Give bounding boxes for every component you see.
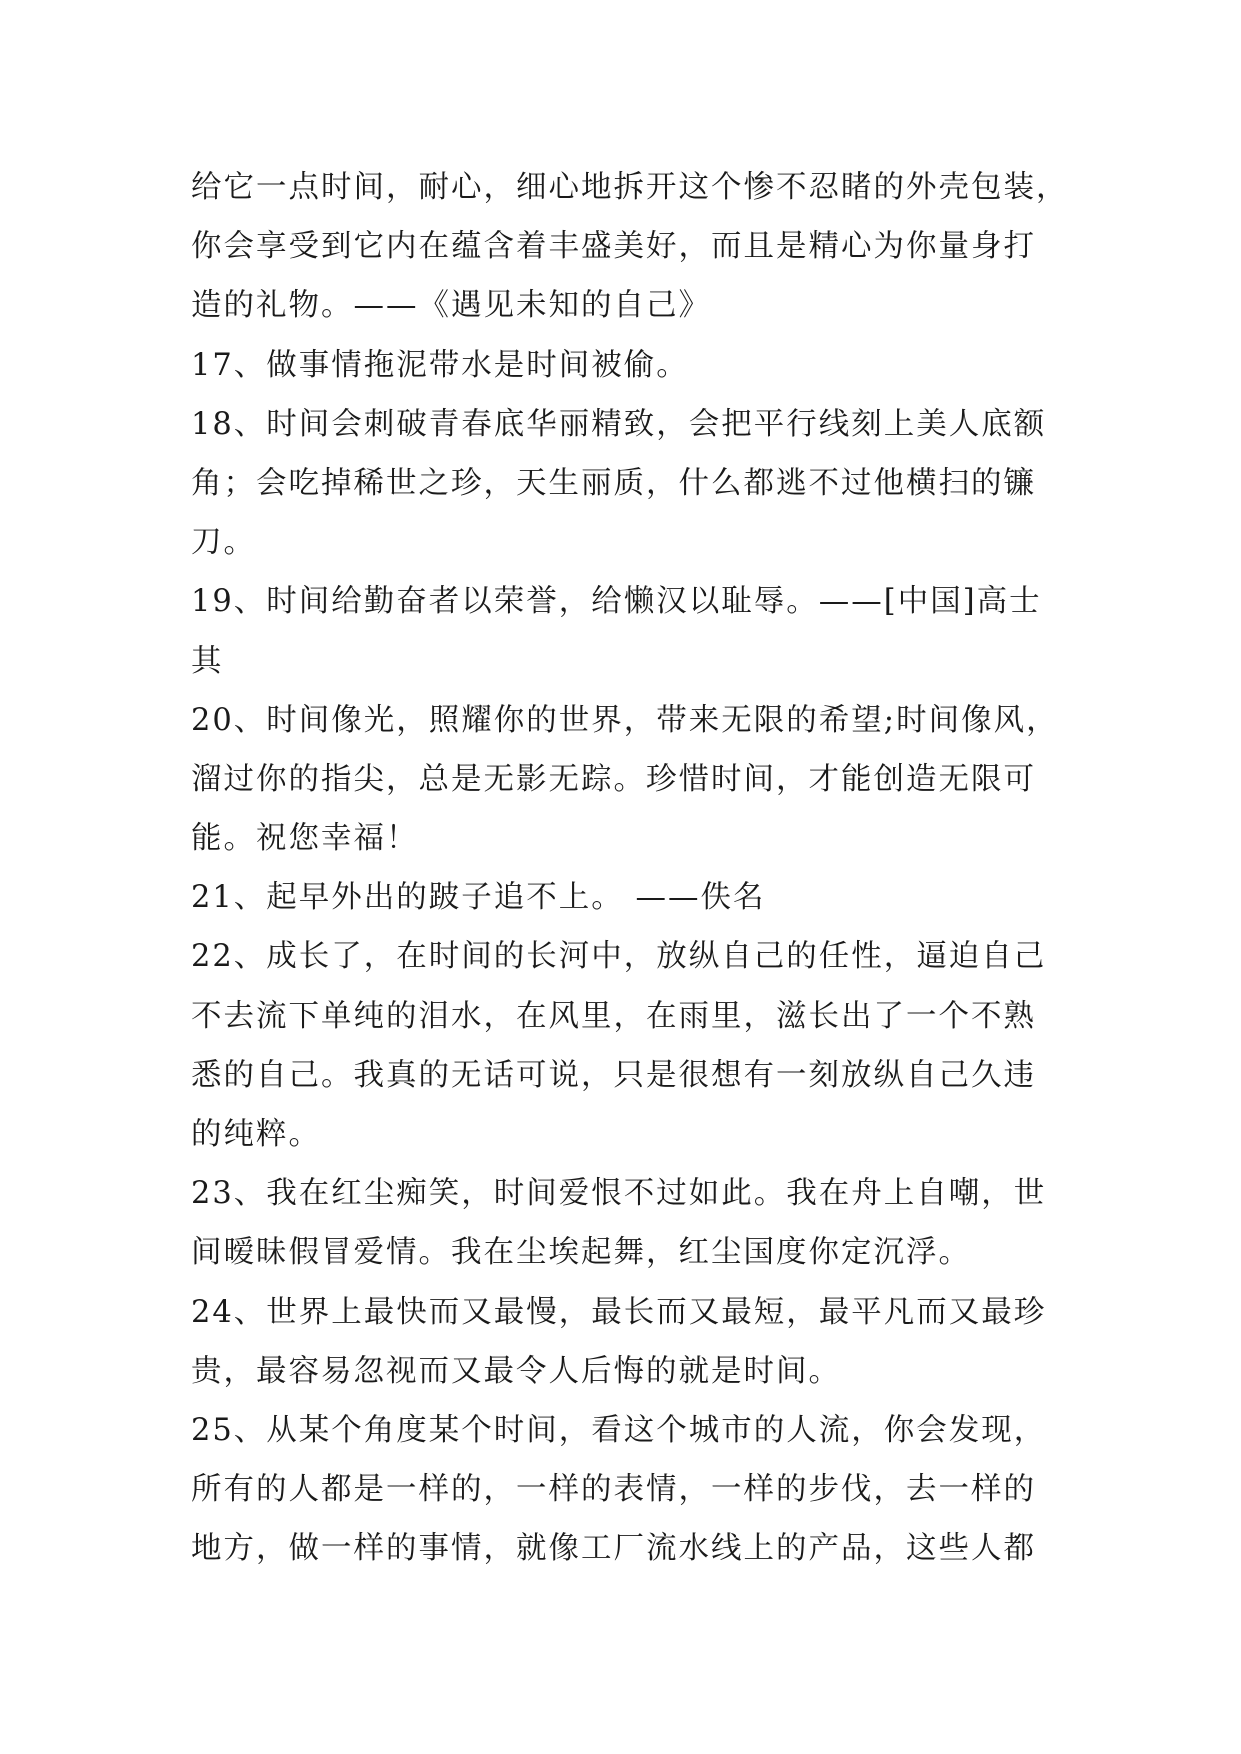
text-line: 的纯粹。 [191, 1117, 321, 1152]
paragraph-19 [191, 572, 1071, 690]
text-line: 18、时间会刺破青春底华丽精致，会把平行线刻上美人底额 [191, 406, 1047, 442]
text-line: 24、世界上最快而又最慢，最长而又最短，最平凡而又最珍 [191, 1294, 1047, 1330]
text-line: 23、我在红尘痴笑，时间爱恨不过如此。我在舟上自嘲，世 [191, 1176, 1047, 1212]
text-line: 能。祝您幸福！ [191, 821, 419, 857]
paragraph-18 [191, 395, 1071, 573]
text-line: 21、起早外出的跛子追不上。 ——佚名 [191, 880, 766, 916]
paragraph-25 [191, 1401, 1071, 1579]
paragraph-23 [191, 1164, 1071, 1282]
text-line: 地方，做一样的事情，就像工厂流水线上的产品，这些人都 [191, 1531, 1036, 1567]
text-line: 其 [191, 643, 224, 679]
text-line: 角；会吃掉稀世之珍，天生丽质，什么都逃不过他横扫的镰 [191, 465, 1036, 501]
text-line: 间暧昧假冒爱情。我在尘埃起舞，红尘国度你定沉浮。 [191, 1235, 971, 1271]
text-line: 造的礼物。——《遇见未知的自己》 [191, 288, 711, 324]
text-line: 20、时间像光，照耀你的世界，带来无限的希望;时间像风， [191, 702, 1059, 738]
text-line: 不去流下单纯的泪水，在风里，在雨里，滋长出了一个不熟 [191, 998, 1036, 1034]
text-line: 所有的人都是一样的，一样的表情，一样的步伐，去一样的 [191, 1472, 1036, 1508]
text-line: 悉的自己。我真的无话可说，只是很想有一刻放纵自己久违 [191, 1057, 1036, 1093]
text-line: 22、成长了，在时间的长河中，放纵自己的任性，逼迫自己 [191, 939, 1047, 975]
text-line: 贵，最容易忽视而又最令人后悔的就是时间。 [191, 1353, 841, 1389]
text-line: 溜过你的指尖，总是无影无踪。珍惜时间，才能创造无限可 [191, 761, 1036, 797]
paragraph-17 [191, 336, 1071, 395]
text-line: 给它一点时间，耐心，细心地拆开这个惨不忍睹的外壳包装， [191, 170, 1069, 205]
text-line: 刀。 [191, 525, 256, 561]
paragraph-20 [191, 691, 1071, 869]
text-line: 19、时间给勤奋者以荣誉，给懒汉以耻辱。——[中国]高士 [191, 584, 1042, 620]
document-body [191, 158, 1071, 1579]
text-line: 25、从某个角度某个时间，看这个城市的人流，你会发现， [191, 1412, 1047, 1448]
paragraph-24 [191, 1283, 1071, 1401]
paragraph-intro [191, 158, 1071, 336]
text-line: 你会享受到它内在蕴含着丰盛美好，而且是精心为你量身打 [191, 229, 1036, 265]
paragraph-21 [191, 868, 1071, 927]
text-line: 17、做事情拖泥带水是时间被偷。 [191, 347, 689, 383]
paragraph-22 [191, 927, 1071, 1164]
